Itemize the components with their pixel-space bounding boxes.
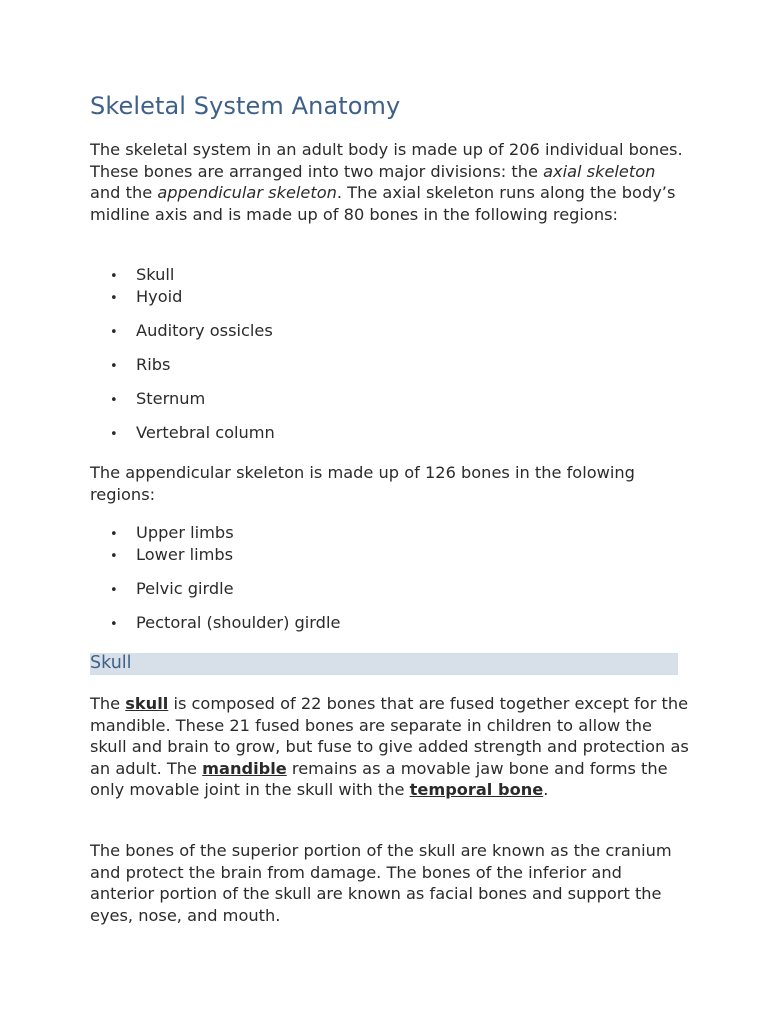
skull-text-1: The <box>90 694 126 713</box>
bullet-icon: • <box>110 583 118 598</box>
bullet-icon: • <box>110 291 118 306</box>
skull-keyword: skull <box>125 694 169 713</box>
bullet-icon: • <box>110 617 118 632</box>
list-item <box>110 320 273 344</box>
mandible-keyword: mandible <box>202 758 287 778</box>
bullet-icon: • <box>110 549 118 564</box>
list-item <box>110 522 234 546</box>
skull-paragraph <box>90 693 690 801</box>
list-item <box>110 354 170 378</box>
list-item <box>110 264 174 288</box>
bullet-icon: • <box>110 393 118 408</box>
skull-text-4: . <box>543 780 549 800</box>
list-item <box>110 578 234 602</box>
list-item-label: Sternum <box>136 389 206 408</box>
list-item-label: Skull <box>136 265 175 284</box>
list-item-label: Lower limbs <box>136 545 234 564</box>
list-item-label: Pelvic girdle <box>136 579 234 598</box>
section-heading-label: Skull <box>90 653 132 673</box>
intro-paragraph <box>90 139 690 225</box>
temporal-bone-keyword: temporal bone <box>409 780 544 800</box>
bullet-icon: • <box>110 359 118 374</box>
list-item-label: Vertebral column <box>136 423 275 442</box>
list-item-label: Hyoid <box>136 287 183 306</box>
list-item <box>110 422 275 446</box>
appendicular-intro-paragraph: The appendicular skeleton is made up of 126 bones in the folowing regions: <box>90 463 635 504</box>
intro-text-3: . The axial skeleton runs along the body’s midline axis and is made up of 80 bones in the following regions: <box>90 183 676 224</box>
bullet-icon: • <box>110 325 118 340</box>
page-title: Skeletal System Anatomy <box>90 92 401 120</box>
cranium-paragraph: The bones of the superior portion of the skull are known as the cranium and protect the brain from damage. The bones of the inferior and anterior portion of the skull are known as facial bones and support the eyes, nose, and mouth. <box>90 841 672 925</box>
list-item-label: Ribs <box>136 355 171 374</box>
intro-text-2: and the <box>90 183 158 203</box>
list-item-label: Upper limbs <box>136 523 234 542</box>
bullet-icon: • <box>110 269 118 284</box>
list-item <box>110 286 182 310</box>
appendicular-skeleton-term: appendicular skeleton <box>157 183 337 203</box>
list-item <box>110 544 233 568</box>
list-item-label: Pectoral (shoulder) girdle <box>136 613 341 632</box>
list-item <box>110 612 340 636</box>
bullet-icon: • <box>110 427 118 442</box>
list-item <box>110 388 205 412</box>
skull-text-3: remains as a movable jaw bone and forms the only movable joint in the skull with the <box>90 758 668 800</box>
list-item-label: Auditory ossicles <box>136 321 273 340</box>
section-heading-skull <box>90 653 678 675</box>
bullet-icon: • <box>110 527 118 542</box>
intro-text-1: The skeletal system in an adult body is made up of 206 individual bones. These bones are arranged into two major divisions: the <box>90 140 683 181</box>
axial-skeleton-term: axial skeleton <box>543 161 656 181</box>
skull-text-2: is composed of 22 bones that are fused together except for the mandible. These 21 fused bones are separate in children to allow the skull and brain to grow, but fuse to give added strength and protection as an adult. The <box>90 694 689 778</box>
